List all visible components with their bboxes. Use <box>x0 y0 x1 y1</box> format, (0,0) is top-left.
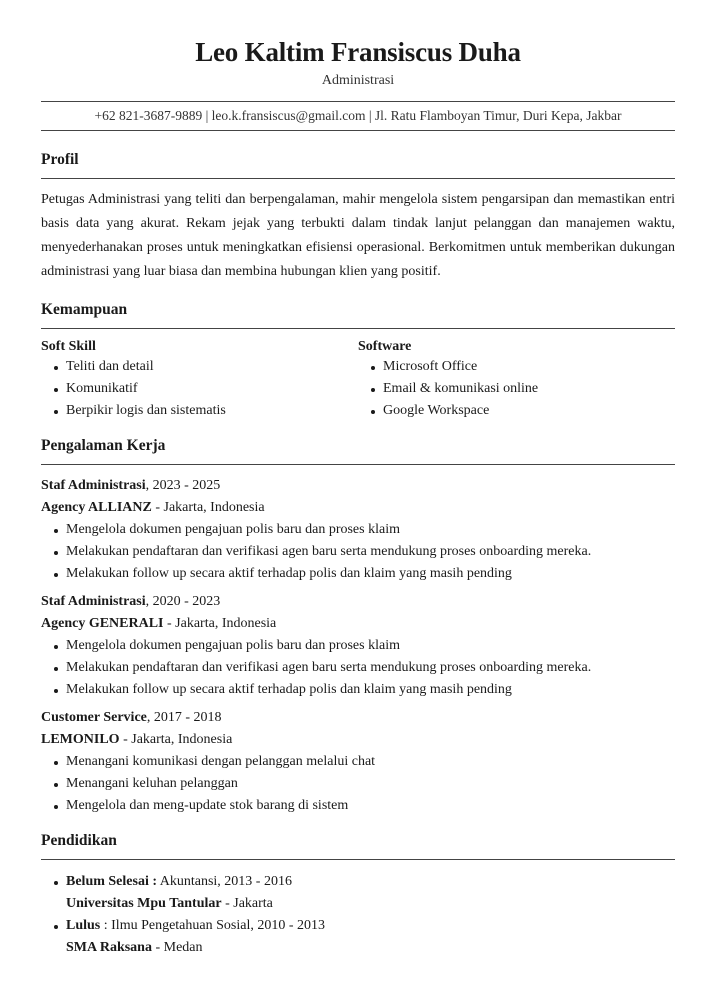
list-item: Microsoft Office <box>358 356 675 378</box>
job-location: - Jakarta, Indonesia <box>151 500 265 515</box>
job-entry <box>41 475 675 585</box>
list-item: Google Workspace <box>358 400 675 422</box>
list-item: Mengelola dokumen pengajuan polis baru dan proses klaim <box>41 519 675 541</box>
section-title-profile: Profil <box>41 151 79 168</box>
job-company: Agency GENERALI <box>41 616 164 631</box>
job-position: Customer Service <box>41 710 147 725</box>
education-entry <box>41 915 675 959</box>
education-status: Belum Selesai : <box>66 874 157 889</box>
list-item: Mengelola dokumen pengajuan polis baru dan proses klaim <box>41 635 675 657</box>
education-entry <box>41 871 675 915</box>
section-title-experience: Pengalaman Kerja <box>41 437 166 454</box>
job-period: , 2017 - 2018 <box>146 710 222 725</box>
contact-line: +62 821-3687-9889 | leo.k.fransiscus@gmail.com | Jl. Ratu Flamboyan Timur, Duri Kepa, Jakbar <box>94 108 622 123</box>
list-item: Menangani komunikasi dengan pelanggan melalui chat <box>41 751 675 773</box>
section-title-education: Pendidikan <box>41 832 117 849</box>
list-item: Melakukan pendaftaran dan verifikasi agen baru serta mendukung proses onboarding mereka. <box>41 657 675 679</box>
job-entry <box>41 707 675 817</box>
section-title-skills: Kemampuan <box>41 301 128 318</box>
divider <box>41 328 675 329</box>
education-school: Universitas Mpu Tantular <box>66 896 222 911</box>
software-column <box>358 338 675 422</box>
education-detail: : Ilmu Pengetahuan Sosial, 2010 - 2013 <box>100 918 326 933</box>
list-item: Melakukan follow up secara aktif terhadap polis dan klaim yang masih pending <box>41 563 675 585</box>
list-item: Berpikir logis dan sistematis <box>41 400 358 422</box>
skill-heading: Software <box>358 339 412 354</box>
divider <box>41 130 675 131</box>
job-location: - Jakarta, Indonesia <box>163 616 277 631</box>
education-location: - Jakarta <box>221 896 273 911</box>
divider <box>41 859 675 860</box>
soft-skill-column <box>41 338 358 422</box>
education-section <box>41 831 675 959</box>
divider <box>41 464 675 465</box>
job-position: Staf Administrasi <box>41 594 146 609</box>
list-item: Melakukan follow up secara aktif terhadap polis dan klaim yang masih pending <box>41 679 675 701</box>
profile-section <box>41 150 675 284</box>
list-item: Teliti dan detail <box>41 356 358 378</box>
job-company: LEMONILO <box>41 732 120 747</box>
list-item: Melakukan pendaftaran dan verifikasi agen baru serta mendukung proses onboarding mereka. <box>41 541 675 563</box>
experience-section <box>41 436 675 817</box>
candidate-role: Administrasi <box>321 73 395 88</box>
skills-section <box>41 300 675 422</box>
job-period: , 2023 - 2025 <box>145 478 221 493</box>
education-status: Lulus <box>66 918 101 933</box>
list-item: Komunikatif <box>41 378 358 400</box>
skill-heading: Soft Skill <box>41 339 96 354</box>
job-entry <box>41 591 675 701</box>
job-position: Staf Administrasi <box>41 478 146 493</box>
divider <box>41 178 675 179</box>
list-item: Mengelola dan meng-update stok barang di sistem <box>41 795 675 817</box>
list-item: Menangani keluhan pelanggan <box>41 773 675 795</box>
job-location: - Jakarta, Indonesia <box>119 732 233 747</box>
education-location: - Medan <box>151 940 203 955</box>
education-detail: Akuntansi, 2013 - 2016 <box>157 874 292 889</box>
profile-text: Petugas Administrasi yang teliti dan berpengalaman, mahir mengelola sistem pengarsipan dan memastikan entri basis data yang akurat. Rekam jejak yang terbukti dalam tindak lanjut pelanggan dan manajemen waktu, menyederhanakan proses untuk meningkatkan efisiensi operasional. Berkomitmen untuk memberikan dukungan administrasi yang luar biasa dan membina hubungan klien yang positif. <box>41 192 675 279</box>
list-item: Email & komunikasi online <box>358 378 675 400</box>
candidate-name: Leo Kaltim Fransiscus Duha <box>195 37 521 67</box>
job-company: Agency ALLIANZ <box>41 500 152 515</box>
education-school: SMA Raksana <box>66 940 152 955</box>
job-period: , 2020 - 2023 <box>145 594 221 609</box>
